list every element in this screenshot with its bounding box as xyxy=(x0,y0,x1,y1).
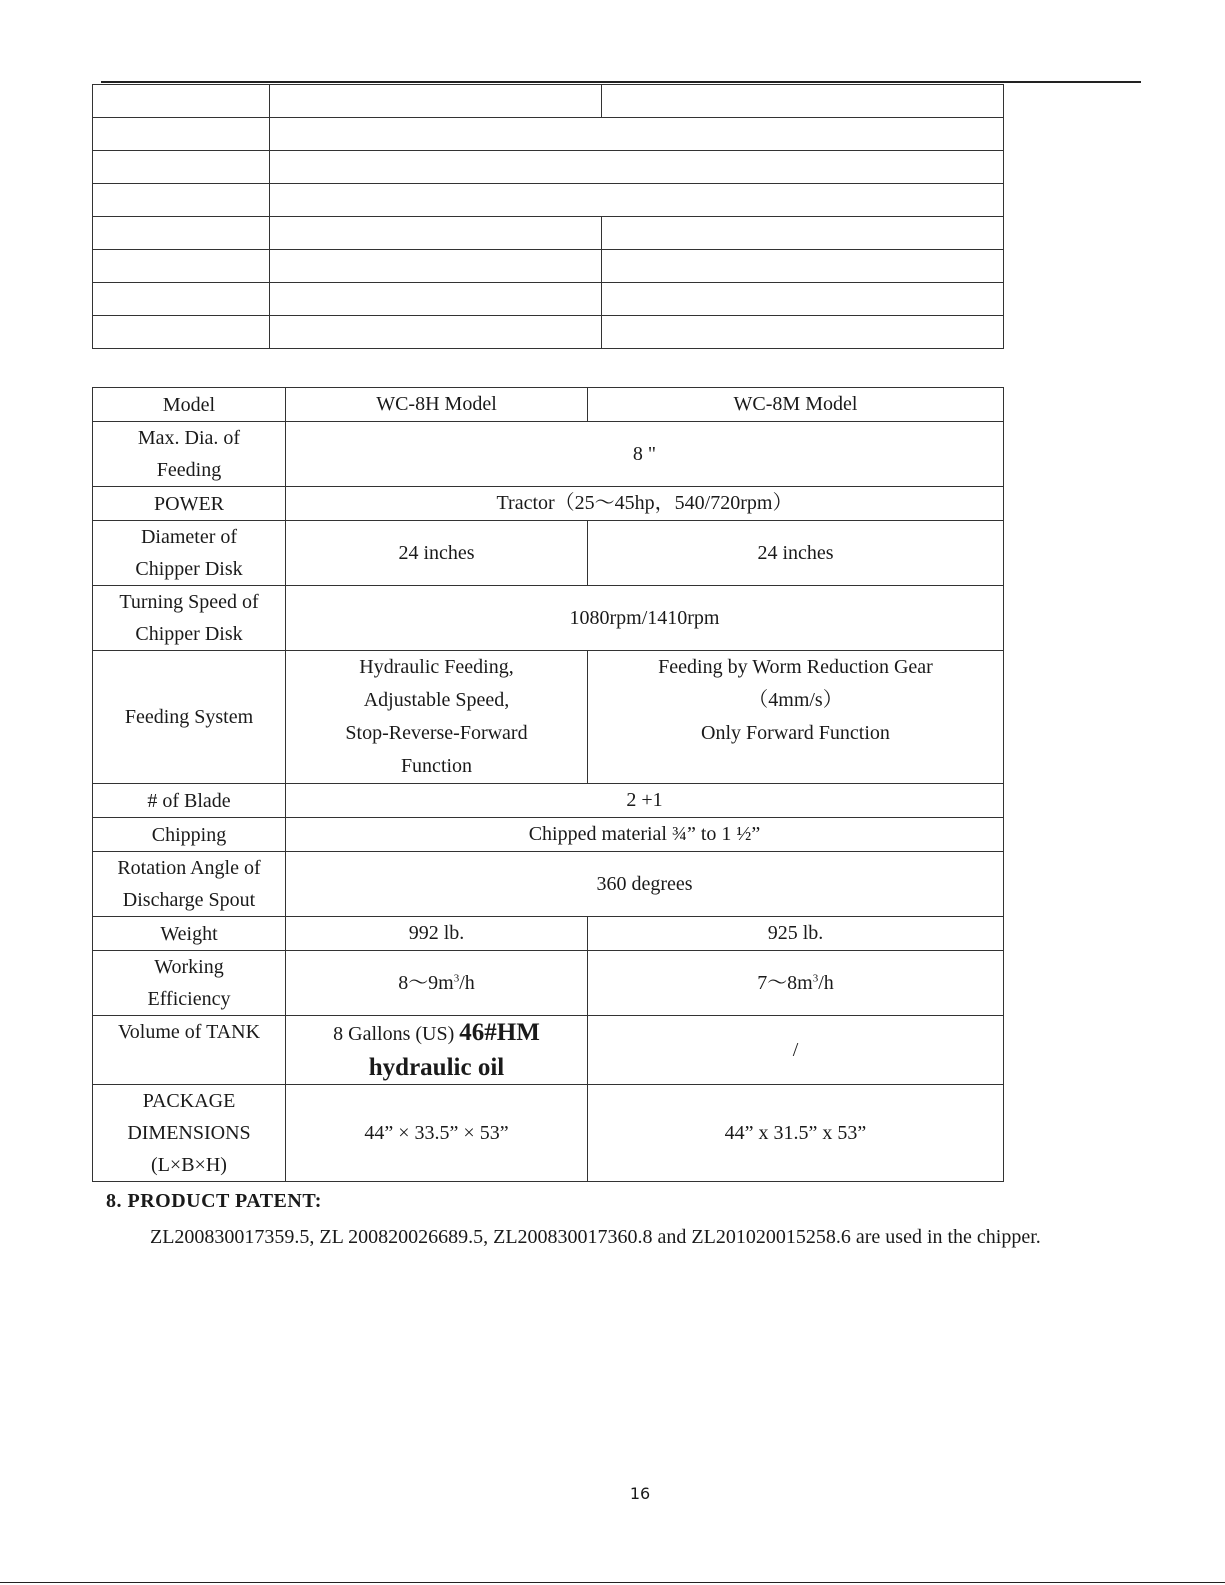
feeding-system-wc8h: Hydraulic Feeding, Adjustable Speed, Stop-Reverse-Forward Function xyxy=(286,651,588,784)
weight-wc8h: 992 lb. xyxy=(286,917,588,951)
table-row xyxy=(93,283,1004,316)
blade-value: 2 +1 xyxy=(286,784,1004,818)
chipping-value: Chipped material ¾” to 1 ½” xyxy=(286,818,1004,852)
spec-table xyxy=(92,387,1004,1182)
table-row-max-dia xyxy=(93,422,1004,487)
table-row-rotation xyxy=(93,852,1004,917)
blade-label: # of Blade xyxy=(93,784,286,818)
disk-diameter-wc8h: 24 inches xyxy=(286,521,588,586)
chipping-label: Chipping xyxy=(93,818,286,852)
max-dia-value: 8 " xyxy=(286,422,1004,487)
weight-label: Weight xyxy=(93,917,286,951)
table-row-weight xyxy=(93,917,1004,951)
table-row-efficiency xyxy=(93,951,1004,1016)
patent-heading: 8. PRODUCT PATENT: xyxy=(106,1190,322,1212)
table-row xyxy=(93,85,1004,118)
model-label: Model xyxy=(93,388,286,422)
package-wc8h: 44” × 33.5” × 53” xyxy=(286,1085,588,1182)
table-row-turning-speed xyxy=(93,586,1004,651)
patent-paragraph: ZL200830017359.5, ZL 200820026689.5, ZL200830017360.8 and ZL201020015258.6 are used in the chipper. xyxy=(150,1226,1041,1248)
table-row-disk-diameter xyxy=(93,521,1004,586)
table-row xyxy=(93,316,1004,349)
table-row-header xyxy=(93,388,1004,422)
disk-diameter-label: Diameter of Chipper Disk xyxy=(93,521,286,586)
efficiency-wc8m: $7\sim 8m^3/h$ xyxy=(588,951,1004,1016)
table-row xyxy=(93,217,1004,250)
table-row-package xyxy=(93,1085,1004,1182)
turning-speed-value: 1080rpm/1410rpm xyxy=(286,586,1004,651)
table-row xyxy=(93,118,1004,151)
table-row xyxy=(93,250,1004,283)
blank-table xyxy=(92,84,1004,349)
table-row xyxy=(93,184,1004,217)
max-dia-label: Max. Dia. of Feeding xyxy=(93,422,286,487)
table-row-blade xyxy=(93,784,1004,818)
wc8m-header: WC-8M Model xyxy=(588,388,1004,422)
feeding-system-label: Feeding System xyxy=(93,651,286,784)
rotation-label: Rotation Angle of Discharge Spout xyxy=(93,852,286,917)
power-label: POWER xyxy=(93,487,286,521)
header-rule xyxy=(101,81,1141,83)
table-row xyxy=(93,151,1004,184)
footer-rule xyxy=(0,1582,1225,1583)
tank-wc8h: 8 Gallons (US) 46#HM hydraulic oil xyxy=(286,1016,588,1085)
power-value: Tractor（25～45hp，540/720rpm） xyxy=(286,487,1004,521)
weight-wc8m: 925 lb. xyxy=(588,917,1004,951)
table-row-chipping xyxy=(93,818,1004,852)
table-row-tank xyxy=(93,1016,1004,1085)
tank-wc8m: / xyxy=(588,1016,1004,1085)
efficiency-wc8h: $8\sim 9m^3/h$ xyxy=(286,951,588,1016)
table-row-feeding-system xyxy=(93,651,1004,784)
efficiency-label: Working Efficiency xyxy=(93,951,286,1016)
tank-label: Volume of TANK xyxy=(93,1016,286,1085)
wc8h-header: WC-8H Model xyxy=(286,388,588,422)
package-label: PACKAGE DIMENSIONS (L×B×H) xyxy=(93,1085,286,1182)
feeding-system-wc8m: Feeding by Worm Reduction Gear （4mm/s） Only Forward Function xyxy=(588,651,1004,784)
rotation-value: 360 degrees xyxy=(286,852,1004,917)
disk-diameter-wc8m: 24 inches xyxy=(588,521,1004,586)
package-wc8m: 44” x 31.5” x 53” xyxy=(588,1085,1004,1182)
turning-speed-label: Turning Speed of Chipper Disk xyxy=(93,586,286,651)
page-number: 16 xyxy=(629,1484,651,1503)
table-row-power xyxy=(93,487,1004,521)
